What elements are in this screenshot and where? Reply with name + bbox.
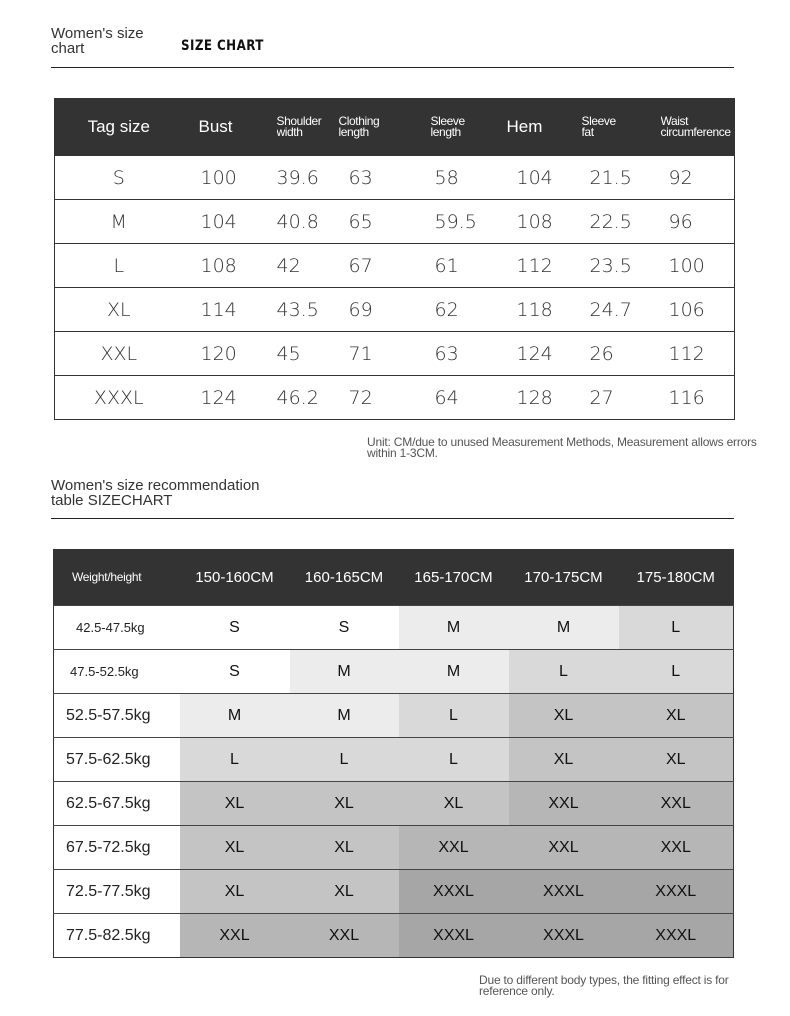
size-table-row	[55, 376, 735, 420]
measurement-cell: 100	[661, 244, 735, 288]
recommendation-row	[54, 694, 734, 738]
recommendation-table	[53, 549, 734, 958]
recommended-size-cell: XXL	[509, 826, 619, 870]
recommendation-row	[54, 606, 734, 650]
weight-cell: 77.5-82.5kg	[54, 914, 180, 958]
measurement-cell: 69	[339, 288, 431, 332]
header-shoulder-width: Shoulder width	[277, 98, 339, 156]
recommended-size-cell: S	[180, 606, 290, 650]
recommendation-row	[54, 782, 734, 826]
recommended-size-cell: XXL	[509, 782, 619, 826]
size-table	[54, 98, 735, 420]
recommended-size-cell: L	[509, 650, 619, 694]
recommended-size-cell: XL	[290, 870, 399, 914]
measurement-cell: 64	[431, 376, 507, 420]
tag-size-cell: XL	[55, 288, 183, 332]
tag-size-cell: XXXL	[55, 376, 183, 420]
measurement-cell: 124	[183, 376, 277, 420]
recommended-size-cell: L	[180, 738, 290, 782]
header-tag-size: Tag size	[55, 98, 183, 156]
weight-cell: 47.5-52.5kg	[54, 650, 180, 694]
recommended-size-cell: XXL	[619, 782, 734, 826]
measurement-cell: 106	[661, 288, 735, 332]
recommended-size-cell: XXL	[619, 826, 734, 870]
recommendation-row	[54, 738, 734, 782]
recommended-size-cell: XXXL	[399, 914, 509, 958]
header-hem: Hem	[507, 98, 582, 156]
recommended-size-cell: M	[399, 606, 509, 650]
size-table-header-row	[55, 98, 735, 156]
header-waist-circumference: Waist circumference	[661, 98, 735, 156]
recommended-size-cell: XXL	[399, 826, 509, 870]
recommended-size-cell: L	[619, 606, 734, 650]
recommended-size-cell: XL	[180, 782, 290, 826]
weight-cell: 42.5-47.5kg	[54, 606, 180, 650]
recommended-size-cell: XL	[509, 694, 619, 738]
recommended-size-cell: XL	[619, 694, 734, 738]
tag-size-cell: M	[55, 200, 183, 244]
recommended-size-cell: L	[399, 738, 509, 782]
weight-cell: 57.5-62.5kg	[54, 738, 180, 782]
recommended-size-cell: XL	[290, 782, 399, 826]
measurement-cell: 100	[183, 156, 277, 200]
size-table-row	[55, 200, 735, 244]
recommended-size-cell: M	[509, 606, 619, 650]
measurement-cell: 108	[183, 244, 277, 288]
recommended-size-cell: XL	[509, 738, 619, 782]
header-height-150-160: 150-160CM	[180, 549, 290, 606]
measurement-cell: 58	[431, 156, 507, 200]
measurement-cell: 40.8	[277, 200, 339, 244]
tag-size-cell: S	[55, 156, 183, 200]
recommended-size-cell: XXXL	[399, 870, 509, 914]
measurement-cell: 96	[661, 200, 735, 244]
header-height-160-165: 160-165CM	[290, 549, 399, 606]
weight-cell: 72.5-77.5kg	[54, 870, 180, 914]
measurement-cell: 112	[507, 244, 582, 288]
measurement-cell: 112	[661, 332, 735, 376]
recommended-size-cell: L	[619, 650, 734, 694]
measurement-cell: 22.5	[582, 200, 661, 244]
measurement-cell: 27	[582, 376, 661, 420]
recommended-size-cell: L	[399, 694, 509, 738]
recommendation-row	[54, 650, 734, 694]
measurement-cell: 108	[507, 200, 582, 244]
recommended-size-cell: L	[290, 738, 399, 782]
recommendation-title: Women's size recommendation table SIZECHART	[51, 477, 260, 509]
measurement-cell: 59.5	[431, 200, 507, 244]
recommended-size-cell: XL	[399, 782, 509, 826]
recommended-size-cell: XL	[619, 738, 734, 782]
header-sleeve-length: Sleeve length	[431, 98, 507, 156]
measurement-cell: 63	[431, 332, 507, 376]
recommendation-row	[54, 826, 734, 870]
weight-cell: 62.5-67.5kg	[54, 782, 180, 826]
measurement-cell: 104	[183, 200, 277, 244]
measurement-cell: 43.5	[277, 288, 339, 332]
recommended-size-cell: S	[290, 606, 399, 650]
measurement-cell: 26	[582, 332, 661, 376]
fit-note: Due to different body types, the fitting effect is for reference only.	[479, 973, 729, 998]
recommended-size-cell: M	[290, 650, 399, 694]
measurement-cell: 62	[431, 288, 507, 332]
unit-note: Unit: CM/due to unused Measurement Methods, Measurement allows errors within 1-3CM.	[367, 435, 757, 460]
measurement-cell: 71	[339, 332, 431, 376]
size-table-row	[55, 288, 735, 332]
section1-divider	[51, 67, 734, 68]
weight-cell: 52.5-57.5kg	[54, 694, 180, 738]
tag-size-cell: XXL	[55, 332, 183, 376]
recommended-size-cell: S	[180, 650, 290, 694]
size-table-row	[55, 332, 735, 376]
measurement-cell: 116	[661, 376, 735, 420]
measurement-cell: 21.5	[582, 156, 661, 200]
measurement-cell: 114	[183, 288, 277, 332]
measurement-cell: 24.7	[582, 288, 661, 332]
size-table-row	[55, 156, 735, 200]
measurement-cell: 120	[183, 332, 277, 376]
measurement-cell: 23.5	[582, 244, 661, 288]
measurement-cell: 65	[339, 200, 431, 244]
measurement-cell: 118	[507, 288, 582, 332]
header-height-175-180: 175-180CM	[619, 549, 734, 606]
recommended-size-cell: XL	[180, 870, 290, 914]
recommended-size-cell: M	[180, 694, 290, 738]
recommended-size-cell: XXXL	[509, 870, 619, 914]
measurement-cell: 67	[339, 244, 431, 288]
header-bust: Bust	[183, 98, 277, 156]
recommended-size-cell: XL	[290, 826, 399, 870]
header-height-170-175: 170-175CM	[509, 549, 619, 606]
tag-size-cell: L	[55, 244, 183, 288]
measurement-cell: 45	[277, 332, 339, 376]
header-clothing-length: Clothing length	[339, 98, 431, 156]
recommended-size-cell: M	[290, 694, 399, 738]
measurement-cell: 46.2	[277, 376, 339, 420]
measurement-cell: 124	[507, 332, 582, 376]
measurement-cell: 39.6	[277, 156, 339, 200]
recommended-size-cell: XL	[180, 826, 290, 870]
weight-cell: 67.5-72.5kg	[54, 826, 180, 870]
header-sleeve-fat: Sleeve fat	[582, 98, 661, 156]
section2-divider	[51, 518, 734, 519]
size-table-row	[55, 244, 735, 288]
recommended-size-cell: XXXL	[509, 914, 619, 958]
measurement-cell: 61	[431, 244, 507, 288]
measurement-cell: 128	[507, 376, 582, 420]
recommended-size-cell: XXXL	[619, 914, 734, 958]
measurement-cell: 92	[661, 156, 735, 200]
recommendation-row	[54, 870, 734, 914]
recommended-size-cell: XXXL	[619, 870, 734, 914]
recommendation-row	[54, 914, 734, 958]
size-chart-subtitle: SIZE CHART	[181, 38, 264, 54]
recommended-size-cell: XXL	[180, 914, 290, 958]
measurement-cell: 42	[277, 244, 339, 288]
size-chart-title: Women's size chart	[51, 25, 144, 57]
measurement-cell: 104	[507, 156, 582, 200]
measurement-cell: 72	[339, 376, 431, 420]
recommended-size-cell: XXL	[290, 914, 399, 958]
recommendation-header-row	[54, 549, 734, 606]
header-weight-height: Weight/height	[54, 549, 180, 606]
header-height-165-170: 165-170CM	[399, 549, 509, 606]
measurement-cell: 63	[339, 156, 431, 200]
recommended-size-cell: M	[399, 650, 509, 694]
